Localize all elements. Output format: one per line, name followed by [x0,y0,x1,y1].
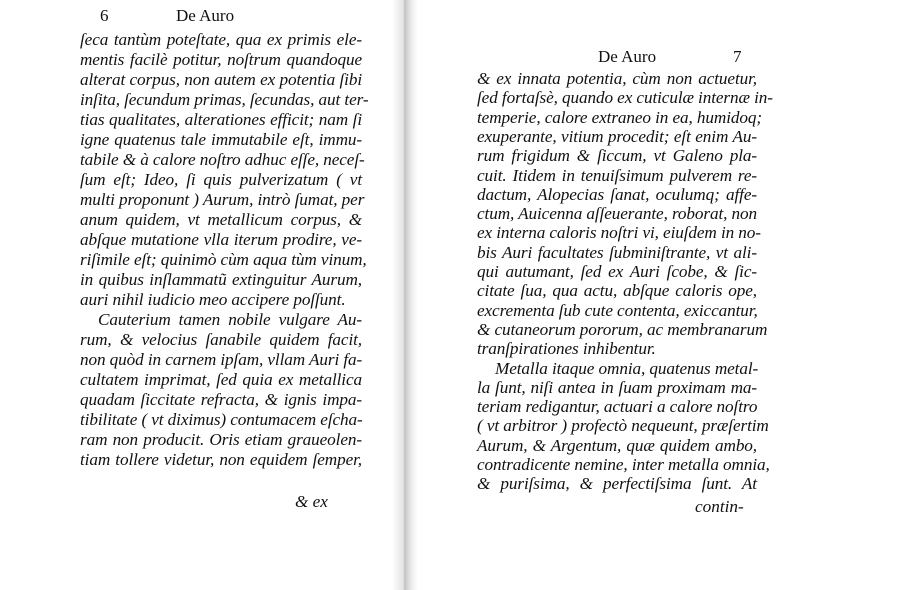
running-head: De Auro [176,6,235,25]
text-line: citate ſua, qua actu, abſque caloris ope, [477,281,757,301]
text-line: & ex innata potentia, cùm non actuetur, [477,69,757,88]
page-number: 6 [100,6,109,25]
page-number: 7 [733,47,742,66]
text-line: igne quatenus tale immutabile eſt, immu- [80,130,362,149]
text-line: & cutaneorum pororum, ac membranarum [477,319,768,339]
text-line: qui autumant, ſed ex Auri ſcobe, & ſic- [477,262,757,281]
text-line: riſimile eſt; quinimò cùm aqua tùm vinum, [80,250,367,269]
text-line: cuit. Itidem in tenuiſsimum pulverem re- [477,165,757,185]
text-line: contradicente nemine, inter metalla omnia, [477,455,770,474]
text-line: la ſunt, niſi antea in ſuam proximam ma- [477,377,757,397]
text-line: dactum, Alopecias ſanat, oculumq; affe- [477,184,757,204]
text-line: ( vt arbitror ) profectò nequeunt, præſertim [477,416,769,436]
text-line: mentis facilè potitur, noſtrum quandoque [80,50,362,69]
text-line: ſed fortaſsè, quando ex cuticulæ internæ in- [477,88,773,108]
text-line: tranſpirationes inhibentur. [477,339,656,359]
text-line: temperie, calore extraneo in ea, humidoq; [477,107,762,127]
text-line: exuperante, vitium procedit; eſt enim Au- [477,126,757,146]
running-head: De Auro [598,47,657,66]
text-line: ram non producit. Oris etiam graueolen- [80,430,362,449]
text-line: bis Auri facultates ſubminiſtrante, vt ali- [477,242,757,262]
text-line: auri nihil iudicio meo accipere poſſunt. [80,290,346,309]
text-line: excrementa ſub cute contenta, exiccantur, [477,300,758,320]
text-line: Metalla itaque omnia, quatenus metal- [495,358,759,378]
text-line: multi proponunt ) Aurum, intrò ſumat, per [80,190,365,209]
text-line: inſita, ſecundum primas, ſecundas, aut ter- [80,90,369,109]
text-line: tabile & à calore noſtro adhuc eſſe, neceſ- [80,150,365,169]
text-line: alterat corpus, non autem ex potentia ſibi [80,70,362,89]
text-line: rum, & velocius ſanabile quidem facit, [80,330,362,349]
text-line: Cauterium tamen nobile vulgare Au- [98,310,362,329]
text-line: & puriſsima, & perfectiſsima ſunt. At [477,474,757,494]
text-line: ctum, Auicenna aſſeuerante, roborat, non [477,204,758,224]
text-line: Aurum, & Argentum, quæ quidem ambo, [477,435,757,455]
book-fold-line [404,0,406,590]
text-line: in quibus inſlammatũ extinguitur Aurum, [80,270,362,289]
text-line: ſeca tantùm poteſtate, qua ex primis ele- [80,30,362,49]
text-line: tias qualitates, alterationes efficit; nam ſi [80,110,362,129]
text-line: quadam ſiccitate refracta, & ignis impa- [80,390,362,409]
text-line: tiam tollere videtur, non equidem ſemper, [80,450,362,469]
text-line: tibilitate ( vt diximus) contumacem eſcha- [80,410,363,429]
text-line: non quòd in carnem ipſam, vllam Auri fa- [80,350,363,369]
text-line: teriam redigantur, actuari a calore noſtro [477,397,758,417]
text-line: abſque mutatione vlla iterum prodire, ve- [80,230,362,249]
catchword: contin- [695,497,744,516]
text-line: anum quidem, vt metallicum corpus, & [80,210,362,229]
catchword: & ex [295,492,328,511]
text-line: rum frigidum & ſiccum, vt Galeno pla- [477,146,757,166]
text-line: ex interna caloris noſtri vi, eiuſdem in no- [477,223,761,243]
text-line: cultatem imprimat, ſed quia ex metallica [80,370,362,389]
text-line: ſum eſt; Ideo, ſi quis pulverizatum ( vt [80,170,362,189]
